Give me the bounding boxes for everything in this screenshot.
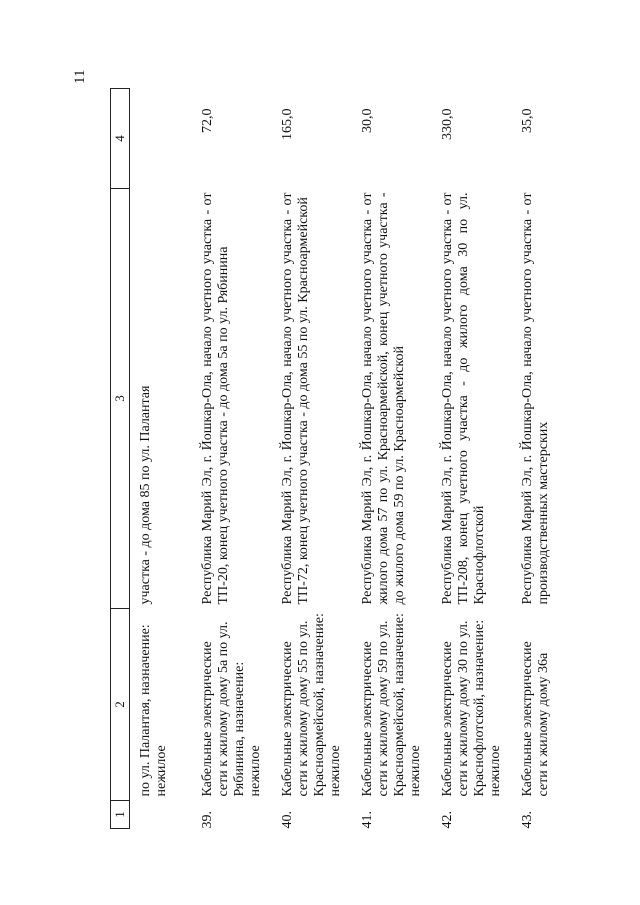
column-header-3: 3 (111, 189, 130, 609)
object-length: 165,0 (280, 108, 295, 140)
column-header-1: 1 (111, 801, 130, 829)
object-name: Кабельные электрические сети к жилому дому 55 по ул. Красноармейской, назначение: нежилое (280, 613, 343, 797)
row-number: 39. (200, 811, 215, 829)
table-row (130, 89, 201, 829)
object-length: 30,0 (360, 108, 375, 133)
table-header-row (111, 89, 130, 829)
object-name: Кабельные электрические сети к жилому дому 59 по ул. Красноармейской, назначение: нежилое (360, 613, 423, 797)
object-location: Республика Марий Эл, г. Йошкар-Ола, начало учетного участка - от ТП-72, конец учетного участка - до дома 55 по ул. Красноармейской (280, 192, 311, 605)
table-row (280, 89, 360, 829)
object-name: Кабельные электрические сети к жилому дому 36а (520, 641, 551, 797)
table-row (360, 89, 440, 829)
column-header-2: 2 (111, 609, 130, 801)
column-header-4: 4 (111, 89, 130, 189)
object-length: 35,0 (520, 108, 535, 133)
object-location: Республика Марий Эл, г. Йошкар-Ола, начало учетного участка - от жилого дома 57 по ул. Красноармейской, конец учетного участка - до жилого дома 59 по ул. Красноармейской (360, 192, 407, 605)
table-row (440, 89, 520, 829)
object-length: 330,0 (440, 108, 455, 140)
row-number: 40. (280, 811, 295, 829)
object-name: по ул. Палантая, назначение: нежилое (138, 624, 169, 797)
row-number (130, 801, 201, 829)
row-number: 41. (360, 811, 375, 829)
table-row (200, 89, 280, 829)
object-length: 72,0 (200, 108, 215, 133)
object-location: Республика Марий Эл, г. Йошкар-Ола, начало учетного участка - от ТП-20, конец учетного участка - до дома 5а по ул. Рябинина (200, 192, 231, 605)
object-length (130, 89, 201, 189)
object-location: Республика Марий Эл, г. Йошкар-Ола, начало учетного участка - от ТП-208, конец учетного участка - до жилого дома 30 по ул. Краснофлотской (440, 192, 487, 605)
cable-networks-table (110, 88, 552, 829)
rotated-table-container (110, 89, 620, 829)
table-row (520, 89, 552, 829)
object-name: Кабельные электрические сети к жилому дому 5а по ул. Рябинина, назначение: нежилое (200, 621, 263, 797)
object-location: Республика Марий Эл, г. Йошкар-Ола, начало учетного участка - от производственных мастерских (520, 192, 551, 605)
object-name: Кабельные электрические сети к жилому дому 30 по ул. Краснофлотской, назначение: нежилое (440, 619, 503, 797)
page-number: 11 (72, 69, 88, 84)
row-number: 43. (520, 811, 535, 829)
object-location: участка - до дома 85 по ул. Палантая (138, 385, 153, 605)
row-number: 42. (440, 811, 455, 829)
